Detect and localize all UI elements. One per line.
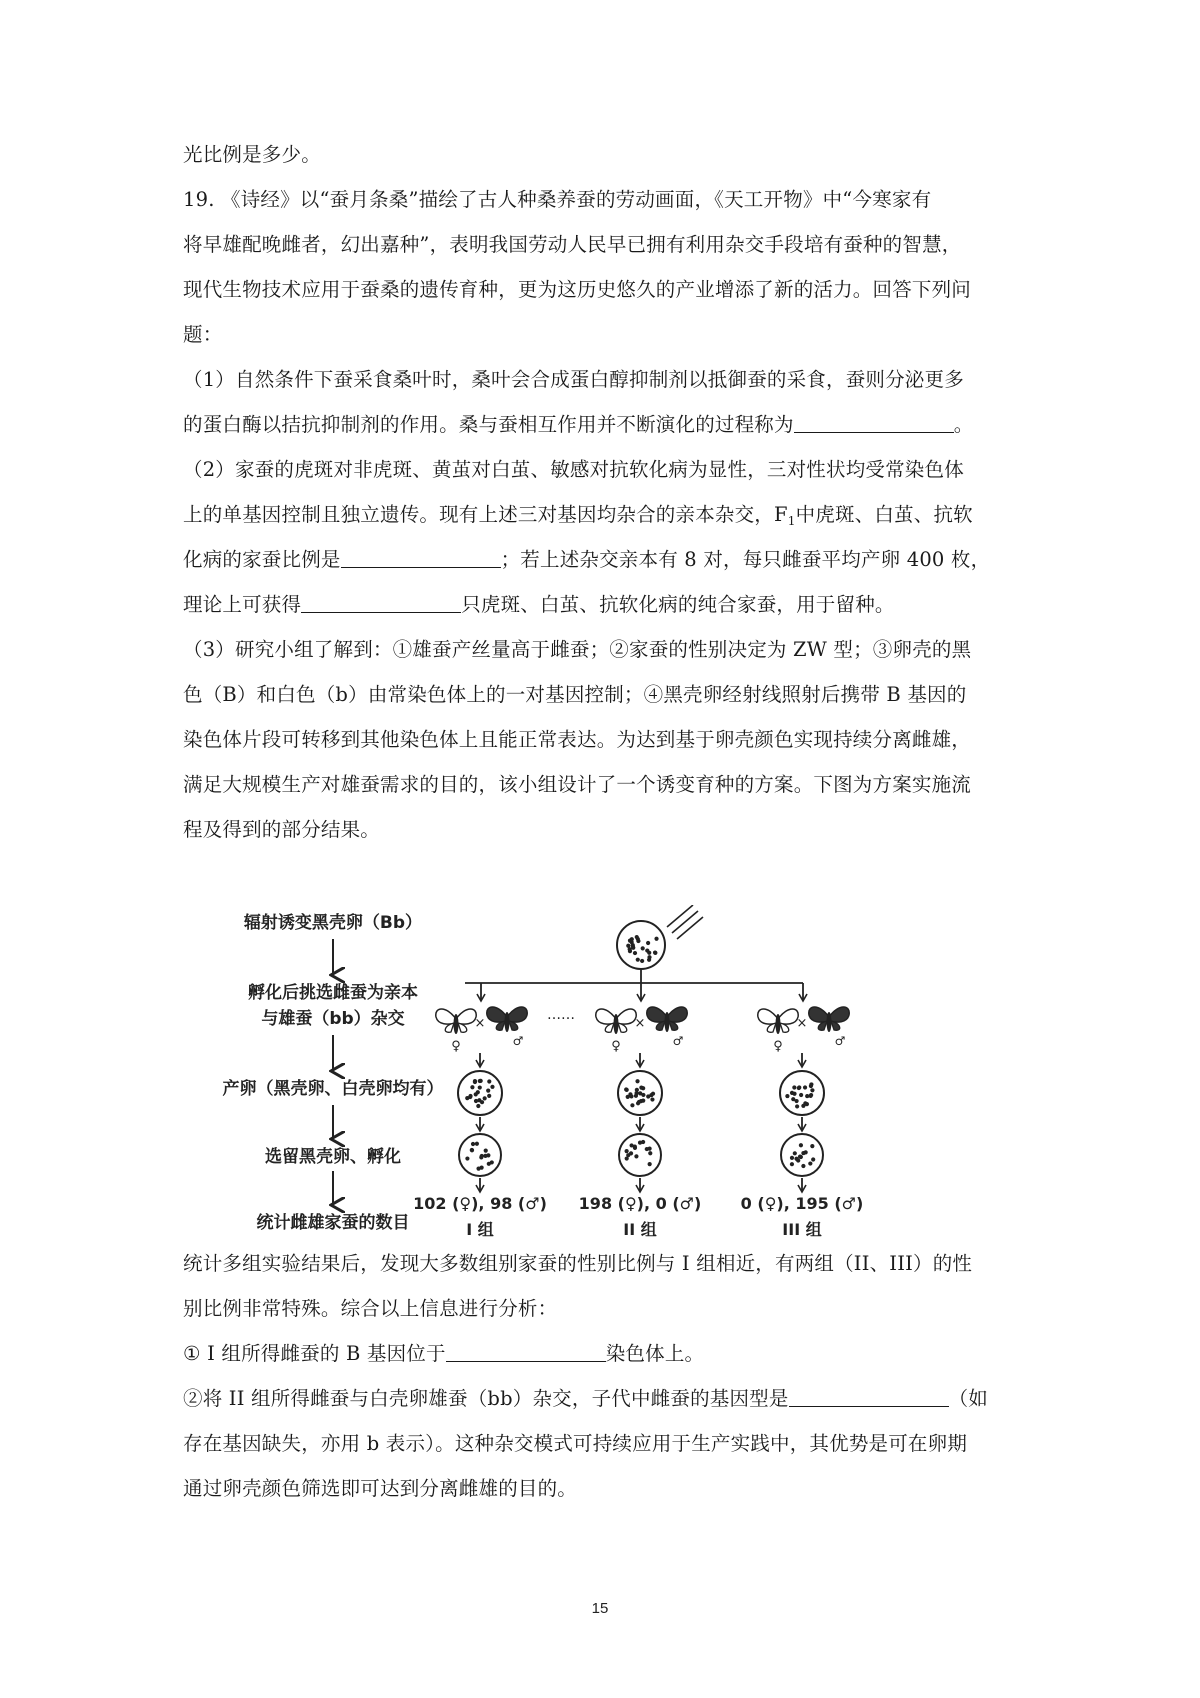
moth-wing xyxy=(456,1009,476,1024)
sub-question-1: （1）自然条件下蚕采食桑叶时，桑叶会合成蛋白醇抑制剂以抵御蚕的采食，蚕则分泌更多 xyxy=(183,368,964,391)
egg-dot xyxy=(470,1148,474,1152)
egg-dot xyxy=(650,1097,654,1101)
male-symbol: ♂ xyxy=(512,1034,524,1048)
egg-dot xyxy=(629,1094,633,1098)
egg-dot xyxy=(628,949,632,953)
egg-dot xyxy=(801,1104,805,1108)
flow-step: 统计雌雄家蚕的数目 xyxy=(256,1213,410,1233)
egg-dot xyxy=(631,944,635,948)
moth-wing xyxy=(596,1009,616,1024)
male-moth-icon xyxy=(487,1007,527,1032)
text-segment: 只虎斑、白茧、抗软化病的纯合家蚕，用于留种。 xyxy=(461,593,895,616)
radiation-ray-icon xyxy=(667,905,693,927)
answer-blank[interactable] xyxy=(794,412,954,433)
egg-dot xyxy=(480,1100,484,1104)
egg-dot xyxy=(490,1085,494,1089)
egg-dot xyxy=(480,1166,484,1170)
egg-dot xyxy=(639,1086,643,1090)
egg-dot xyxy=(808,1161,812,1165)
egg-dot xyxy=(475,1142,479,1146)
egg-dot xyxy=(625,1149,629,1153)
moth-wing xyxy=(829,1007,849,1022)
egg-dot xyxy=(641,946,645,950)
egg-dot xyxy=(638,1141,642,1145)
text-line xyxy=(183,591,895,619)
text-line xyxy=(183,501,973,535)
male-symbol: ♂ xyxy=(672,1034,684,1048)
text-segment: 中虎斑、白茧、抗软 xyxy=(795,503,973,526)
group-label: I 组 xyxy=(466,1220,494,1239)
egg-dot xyxy=(811,1157,815,1161)
egg-dot xyxy=(636,958,640,962)
text-segment: 的蛋白酶以拮抗抑制剂的作用。桑与蚕相互作用并不断演化的过程称为 xyxy=(183,413,794,436)
text-line: 通过卵壳颜色筛选即可达到分离雌雄的目的。 xyxy=(183,1477,578,1500)
radiation-ray-icon xyxy=(672,911,698,933)
egg-dot xyxy=(641,1093,645,1097)
moth-wing xyxy=(809,1007,829,1022)
ellipsis: …… xyxy=(547,1007,575,1023)
moth-body xyxy=(827,1012,832,1032)
egg-dot xyxy=(474,1099,478,1103)
egg-dot xyxy=(634,1154,638,1158)
egg-dot xyxy=(487,1079,491,1083)
egg-dot xyxy=(640,959,644,963)
egg-dot xyxy=(799,1093,803,1097)
egg-dot xyxy=(487,1162,491,1166)
egg-dot xyxy=(483,1154,487,1158)
egg-dot xyxy=(473,1079,477,1083)
group-result: 0 (♀), 195 (♂) xyxy=(740,1194,864,1213)
egg-dot xyxy=(624,1087,628,1091)
egg-dot xyxy=(626,1095,630,1099)
egg-outline xyxy=(458,1071,502,1115)
female-symbol: ♀ xyxy=(773,1039,783,1054)
text-line: 色（B）和白色（b）由常染色体上的一对基因控制；④黑壳卵经射线照射后携带 B 基因的 xyxy=(183,683,967,706)
egg-dot xyxy=(791,1097,795,1101)
egg-dot xyxy=(486,1089,490,1093)
egg-dot xyxy=(803,1085,807,1089)
flow-step: 与雄蚕（bb）杂交 xyxy=(261,1009,405,1029)
egg-dot xyxy=(635,1088,639,1092)
text-line: 存在基因缺失，亦用 b 表示）。这种杂交模式可持续应用于生产实践中，其优势是可在卵期 xyxy=(183,1432,968,1455)
text-segment: ；若上述杂交亲本有 8 对，每只雌蚕平均产卵 400 枚， xyxy=(500,548,991,571)
text-line xyxy=(183,1385,988,1413)
female-moth-icon xyxy=(758,1009,798,1034)
egg-dot xyxy=(790,1162,794,1166)
moth-body xyxy=(614,1014,619,1034)
text-line: 程及得到的部分结果。 xyxy=(183,818,381,841)
egg-dot xyxy=(810,1088,814,1092)
moth-body xyxy=(776,1014,781,1034)
egg-dot xyxy=(647,951,651,955)
moth-wing xyxy=(647,1007,667,1022)
text-segment: ②将 II 组所得雌蚕与白壳卵雄蚕（bb）杂交，子代中雌蚕的基因型是 xyxy=(183,1387,789,1410)
question-19-intro: 19. 《诗经》以“蚕月条桑”描绘了古人种桑养蚕的劳动画面，《天工开物》中“今寒家有 xyxy=(183,188,932,211)
text-line: 别比例非常特殊。综合以上信息进行分析： xyxy=(183,1297,558,1320)
egg-dot xyxy=(484,1149,488,1153)
text-line: 满足大规模生产对雄蚕需求的目的，该小组设计了一个诱变育种的方案。下图为方案实施流 xyxy=(183,773,972,796)
black-egg-icon xyxy=(619,1134,661,1176)
egg-dot xyxy=(648,1151,652,1155)
answer-blank[interactable] xyxy=(341,547,501,568)
male-symbol: ♂ xyxy=(834,1034,846,1048)
moth-body xyxy=(665,1012,670,1032)
egg-dot xyxy=(629,1143,633,1147)
female-moth-icon xyxy=(596,1009,636,1034)
sub-question-2: （2）家蚕的虎斑对非虎斑、黄茧对白茧、敏感对抗软化病为显性，三对性状均受常染色体 xyxy=(183,458,964,481)
egg-dot xyxy=(649,1093,653,1097)
text-segment: （如 xyxy=(948,1387,988,1410)
cross-symbol: × xyxy=(474,1016,486,1031)
text-segment: 上的单基因控制且独立遗传。现有上述三对基因均杂合的亲本杂交，F xyxy=(183,503,788,526)
group-result: 102 (♀), 98 (♂) xyxy=(413,1194,547,1213)
moth-wing xyxy=(758,1009,778,1024)
egg-dot xyxy=(798,1154,802,1158)
female-moth-icon xyxy=(436,1009,476,1034)
text-line xyxy=(183,1340,704,1368)
egg-dot xyxy=(465,1156,469,1160)
egg-dot xyxy=(478,1085,482,1089)
egg-dot xyxy=(648,1162,652,1166)
egg-dot xyxy=(641,1099,645,1103)
flow-step: 选留黑壳卵、孵化 xyxy=(265,1147,401,1167)
egg-dot xyxy=(645,1147,649,1151)
text-segment: 染色体上。 xyxy=(605,1342,705,1365)
text-line: 将早雄配晚雌者，幻出嘉种”，表明我国劳动人民早已拥有利用杂交手段培有蚕种的智慧， xyxy=(183,233,962,256)
experiment-figure xyxy=(183,905,1023,1245)
black-egg-icon xyxy=(781,1134,823,1176)
egg-dot xyxy=(637,1100,641,1104)
egg-dot xyxy=(487,1094,491,1098)
group-label: II 组 xyxy=(623,1220,657,1239)
radiation-ray-icon xyxy=(677,917,703,939)
egg-dot xyxy=(635,935,639,939)
text-line: 光比例是多少。 xyxy=(183,143,321,166)
female-symbol: ♀ xyxy=(451,1039,461,1054)
text-line xyxy=(183,411,973,439)
text-segment: 化病的家蚕比例是 xyxy=(183,548,341,571)
moth-wing xyxy=(487,1007,507,1022)
egg-dot xyxy=(792,1092,796,1096)
egg-dot xyxy=(630,1103,634,1107)
egg-outline xyxy=(619,1134,661,1176)
answer-blank[interactable] xyxy=(789,1386,949,1407)
egg-mixed-icon xyxy=(458,1071,502,1115)
egg-dot xyxy=(801,1164,805,1168)
flow-step: 辐射诱变黑壳卵（Bb） xyxy=(243,913,423,933)
sub-question-3: （3）研究小组了解到：①雄蚕产丝量高于雌蚕；②家蚕的性别决定为 ZW 型；③卵壳的黑 xyxy=(183,638,972,661)
page-number: 15 xyxy=(591,1600,609,1617)
moth-wing xyxy=(436,1009,456,1024)
egg-dot xyxy=(797,1085,801,1089)
egg-dot xyxy=(653,951,657,955)
egg-dot xyxy=(799,1143,803,1147)
text-line: 染色体片段可转移到其他染色体上且能正常表达。为达到基于卵壳颜色实现持续分离雌雄， xyxy=(183,728,972,751)
cross-diagram xyxy=(183,905,1023,1245)
male-moth-icon xyxy=(647,1007,687,1032)
egg-dot xyxy=(810,1144,814,1148)
group-result: 198 (♀), 0 (♂) xyxy=(578,1194,702,1213)
moth-wing xyxy=(778,1009,798,1024)
text-segment: ① I 组所得雌蚕的 B 基因位于 xyxy=(183,1342,446,1365)
moth-wing xyxy=(616,1009,636,1024)
text-line: 题： xyxy=(183,323,223,346)
answer-blank[interactable] xyxy=(446,1341,606,1362)
egg-dot xyxy=(476,1104,480,1108)
egg-dot xyxy=(633,1146,637,1150)
moth-wing xyxy=(507,1007,527,1022)
egg-dot xyxy=(654,937,658,941)
group-label: III 组 xyxy=(782,1220,822,1239)
moth-wing xyxy=(667,1007,687,1022)
egg-dot xyxy=(480,1154,484,1158)
egg-dot xyxy=(805,1094,809,1098)
egg-dot xyxy=(647,955,651,959)
egg-dot xyxy=(809,1084,813,1088)
egg-mixed-icon xyxy=(618,1071,662,1115)
flow-step: 产卵（黑壳卵、白壳卵均有） xyxy=(222,1079,444,1099)
egg-dot xyxy=(635,1079,639,1083)
answer-blank[interactable] xyxy=(301,592,461,613)
egg-dot xyxy=(785,1094,789,1098)
egg-mixed-icon xyxy=(780,1071,824,1115)
egg-dot xyxy=(634,1094,638,1098)
egg-dot xyxy=(468,1094,472,1098)
text-line: 现代生物技术应用于蚕桑的遗传育种，更为这历史悠久的产业增添了新的活力。回答下列问 xyxy=(183,278,972,301)
egg-dot xyxy=(790,1156,794,1160)
egg-dot xyxy=(470,1085,474,1089)
moth-body xyxy=(505,1012,510,1032)
black-egg-icon xyxy=(459,1134,501,1176)
text-line: 统计多组实验结果后，发现大多数组别家蚕的性别比例与 I 组相近，有两组（II、III）的性 xyxy=(183,1252,973,1275)
subscript: 1 xyxy=(787,514,796,528)
egg-dot xyxy=(483,1096,487,1100)
egg-dot xyxy=(478,1079,482,1083)
egg-dot xyxy=(471,1142,475,1146)
female-symbol: ♀ xyxy=(611,1039,621,1054)
egg-dot xyxy=(646,941,650,945)
egg-dot xyxy=(633,951,637,955)
egg-dot xyxy=(801,1151,805,1155)
egg-dot xyxy=(793,1151,797,1155)
male-moth-icon xyxy=(809,1007,849,1032)
egg-dot xyxy=(809,1093,813,1097)
cross-symbol: × xyxy=(634,1016,646,1031)
text-segment: 理论上可获得 xyxy=(183,593,302,616)
irradiated-egg-icon xyxy=(617,921,665,969)
moth-body xyxy=(454,1014,459,1034)
egg-dot xyxy=(630,940,634,944)
flow-step: 孵化后挑选雌蚕为亲本 xyxy=(248,983,418,1003)
egg-dot xyxy=(796,1158,800,1162)
text-line xyxy=(183,546,990,574)
text-segment: 。 xyxy=(953,413,974,436)
egg-dot xyxy=(626,1153,630,1157)
egg-dot xyxy=(795,1104,799,1108)
egg-dot xyxy=(792,1085,796,1089)
egg-dot xyxy=(476,1090,480,1094)
cross-symbol: × xyxy=(796,1016,808,1031)
egg-outline xyxy=(781,1134,823,1176)
egg-outline xyxy=(780,1071,824,1115)
